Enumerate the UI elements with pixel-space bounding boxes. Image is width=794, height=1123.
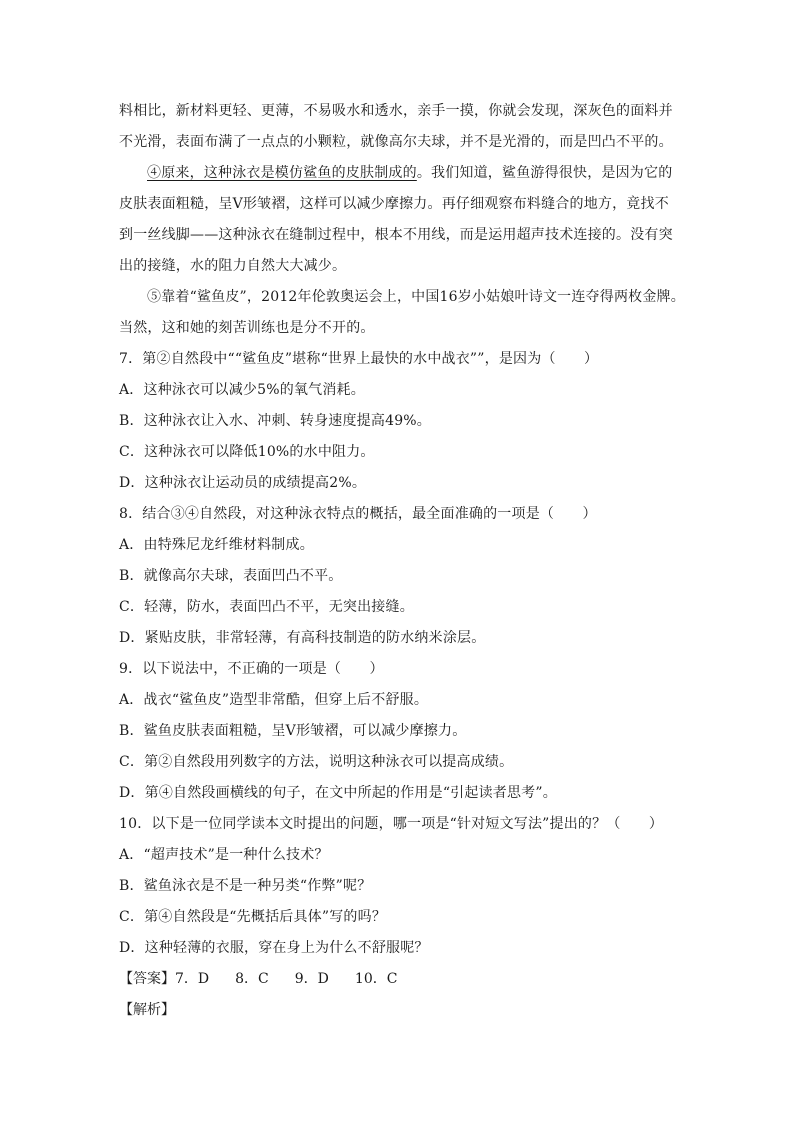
question-10-option-b: B．鲨鱼泳衣是不是一种另类“作弊”呢？ (119, 878, 372, 894)
question-10-option-a: A．“超声技术”是一种什么技术？ (119, 847, 329, 863)
answer-item: 10．C (354, 971, 398, 987)
question-7-option-a: A．这种泳衣可以减少5%的氧气消耗。 (119, 382, 365, 398)
question-9-option-c: C．第②自然段用列数字的方法，说明这种泳衣可以提高成绩。 (119, 754, 514, 770)
question-7-option-c: C．这种泳衣可以降低10%的水中阻力。 (119, 444, 375, 460)
question-9-stem: 9．以下说法中，不正确的一项是（ ） (119, 661, 384, 677)
question-8-option-b: B．就像高尔夫球，表面凹凸不平。 (119, 568, 343, 584)
question-7-option-b: B．这种泳衣让入水、冲刺、转身速度提高49%。 (119, 413, 432, 429)
document-content (119, 96, 685, 1026)
analysis-label: 【解析】 (119, 1002, 175, 1018)
question-7-stem: 7．第②自然段中““鲨鱼皮”堪称“世界上最快的水中战衣””，是因为（ ） (119, 351, 599, 367)
question-8-option-d: D．紧贴皮肤，非常轻薄，有高科技制造的防水纳米涂层。 (119, 630, 486, 646)
passage-paragraph-3-line-2: 不光滑，表面布满了一点点的小颗粒，就像高尔夫球，并不是光滑的，而是凹凸不平的。 (119, 134, 673, 150)
question-10-stem: 10．以下是一位同学读本文时提出的问题，哪一项是“针对短文写法”提出的？（ ） (119, 816, 664, 832)
question-10-option-c: C．第④自然段是“先概括后具体”写的吗？ (119, 909, 387, 925)
passage-paragraph-4-line-4: 出的接缝，水的阻力自然大大减少。 (119, 258, 347, 274)
question-9-option-d: D．第④自然段画横线的句子，在文中所起的作用是“引起读者思考”。 (119, 785, 557, 801)
question-8-option-a: A．由特殊尼龙纤维材料制成。 (119, 537, 314, 553)
question-10-option-d: D．这种轻薄的衣服，穿在身上为什么不舒服呢？ (119, 940, 429, 956)
passage-paragraph-5-line-1: ⑤靠着“鲨鱼皮”，2012年伦敦奥运会上，中国16岁小姑娘叶诗文一连夺得两枚金牌。 (147, 289, 685, 305)
answer-item: 7．D (175, 971, 210, 987)
answer-item: 9．D (294, 971, 329, 987)
question-7-option-d: D．这种泳衣让运动员的成绩提高2%。 (119, 475, 367, 491)
passage-paragraph-5-line-2: 当然，这和她的刻苦训练也是分不开的。 (119, 320, 375, 336)
passage-paragraph-4-line-2: 皮肤表面粗糙，呈V形皱褶，这样可以减少摩擦力。再仔细观察布料缝合的地方，竟找不 (119, 196, 669, 212)
question-8-option-c: C．轻薄，防水，表面凹凸不平，无突出接缝。 (119, 599, 414, 615)
answer-item: 8．C (235, 971, 269, 987)
underlined-sentence: ④原来，这种泳衣是模仿鲨鱼的皮肤制成的 (147, 165, 417, 181)
passage-paragraph-4-line-3: 到一丝线脚——这种泳衣在缝制过程中，根本不用线，而是运用超声技术连接的。没有突 (119, 227, 673, 243)
paragraph-4-line-1-rest: 。我们知道，鲨鱼游得很快，是因为它的 (416, 165, 673, 181)
question-8-stem: 8．结合③④自然段，对这种泳衣特点的概括，最全面准确的一项是（ ） (119, 506, 597, 522)
passage-paragraph-4-line-1 (119, 158, 679, 189)
question-9-option-a: A．战衣“鲨鱼皮”造型非常酷，但穿上后不舒服。 (119, 692, 429, 708)
answer-label: 【答案】 (119, 971, 175, 987)
analysis-row (119, 995, 679, 1026)
passage-paragraph-3-line-1: 料相比，新材料更轻、更薄，不易吸水和透水，亲手一摸，你就会发现，深灰色的面料并 (119, 103, 673, 119)
question-9-option-b: B．鲨鱼皮肤表面粗糙，呈V形皱褶，可以减少摩擦力。 (119, 723, 467, 739)
answer-row (119, 964, 679, 995)
